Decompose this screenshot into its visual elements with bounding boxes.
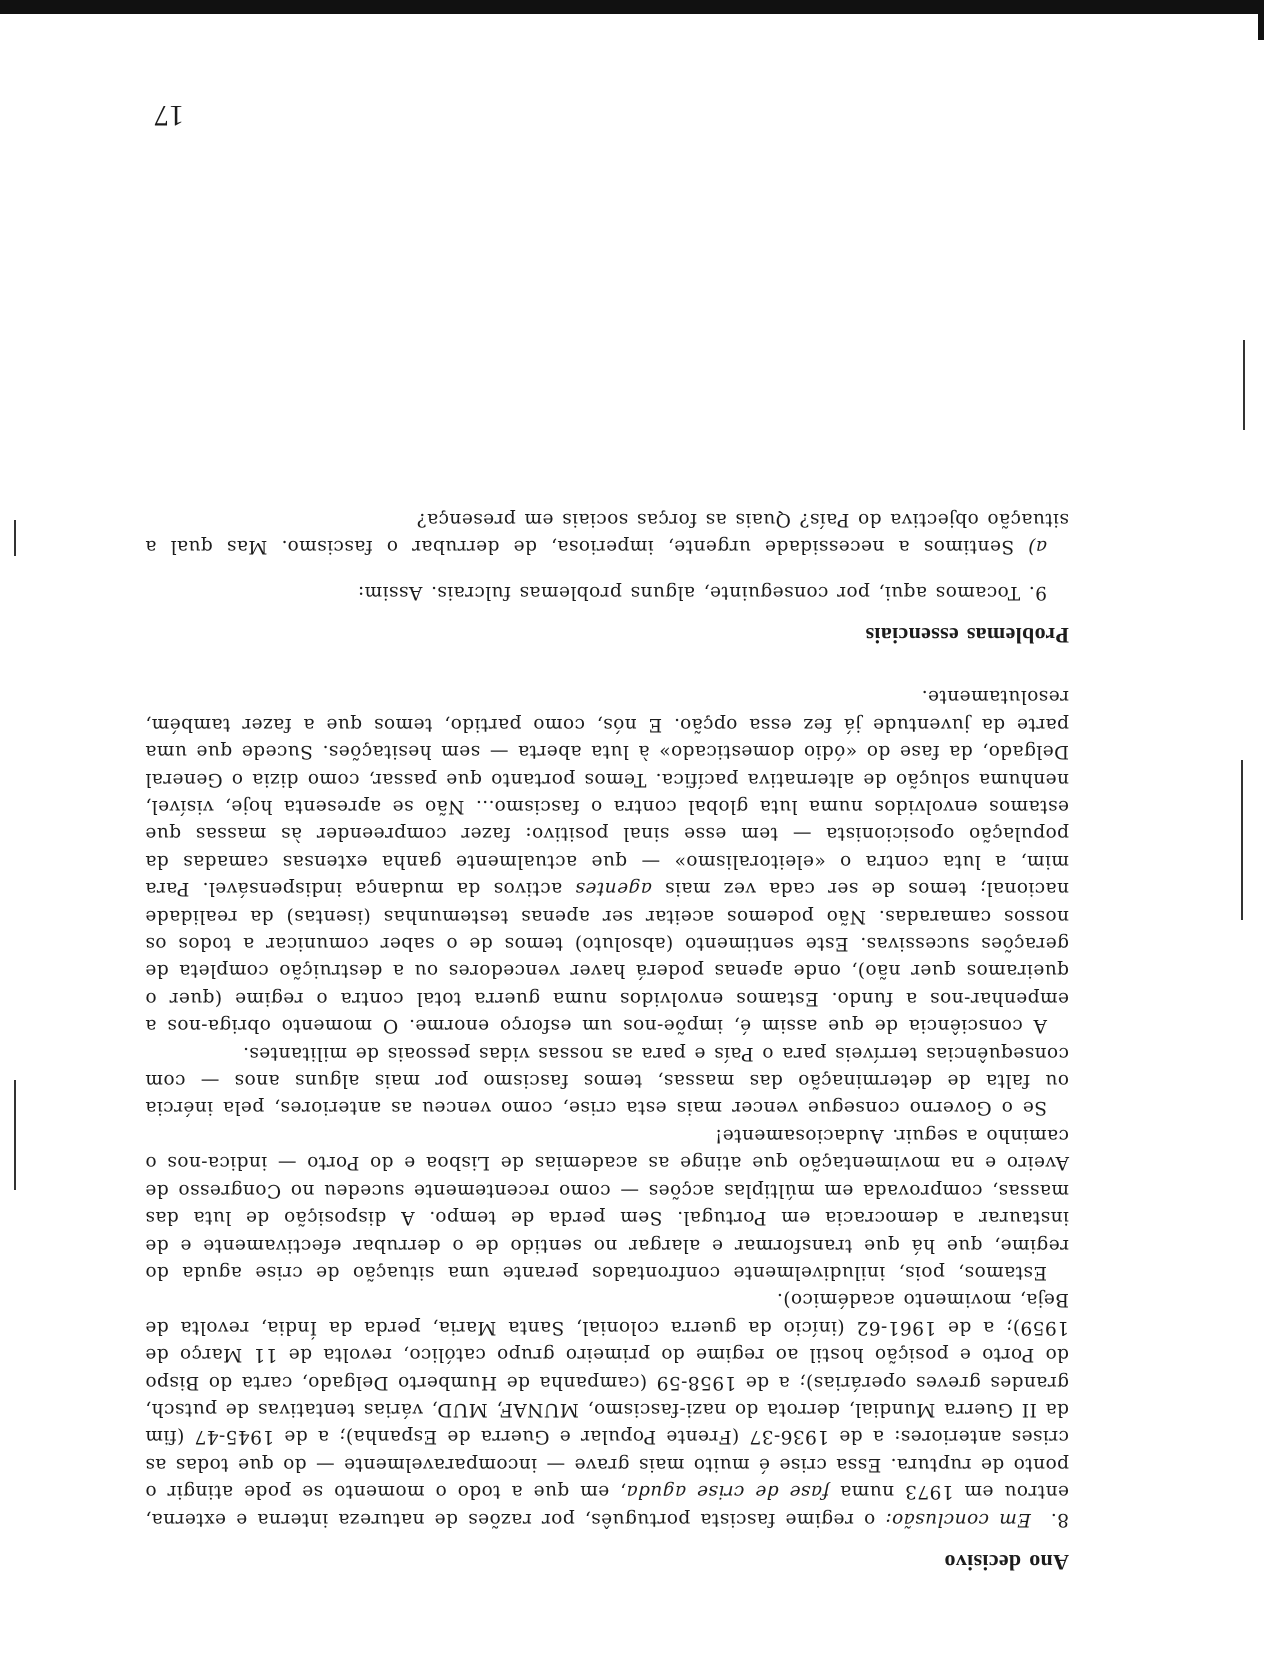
paragraph-9: 9. Tocamos aqui, por conseguinte, alguns problemas fulcrais. Assim: — [357, 581, 1047, 603]
margin-mark — [14, 520, 16, 556]
margin-mark — [1243, 340, 1245, 430]
margin-mark — [1241, 760, 1243, 920]
paragraph-governo: Se o Governo consegue vencer mais esta crise, como venceu as anteriores, pela inércia ou falta de determinação das massas, temos fascismo por mais alguns anos — com consequências terríveis para o País e para as nossas vidas pessoais de militantes. — [145, 1042, 1069, 1119]
section-gap — [145, 649, 1069, 683]
paragraph-8: 8. Em conclusão: o regime fascista português, por razões de natureza interna e externa, entrou em 1973 numa fase de crise aguda, em que a todo o momento se pode atingir o ponto de ruptura. Essa crise é muito mais grave — incomparavelmente — do que todas as crises anteriores: a de 1936-37 (Frente Popular e Guerra de Espanha); a de 1945-47 (fim da II Guerra Mundial, derrota do nazi-fascismo, MUNAF, MUD, várias tentativas de putsch, grandes greves operárias); a de 1958-59 (campanha de Humberto Delgado, carta do Bispo do Porto e posição hostil ao regime do primeiro grupo católico, revolta de 11 Março de 1959); a de 1961-62 (início da guerra colonial, Santa Maria, perda da Índia, revolta de Beja, movimento académico). — [145, 1289, 1069, 1530]
paragraph-estamos: Estamos, pois, iniludivelmente confrontados perante uma situação de crise aguda do regime, que há que transformar e alargar no sentido de o derrubar efectivamente e de instaurar a democracia em Portugal. Sem perda de tempo. A disposição de luta das massas, comprovada em múltiplas acções — como recentemente sucedeu no Congresso de Aveiro e na movimentação que atinge as academias de Lisboa e do Porto — indica-nos o caminho a seguir. Audaciosamente! — [145, 1124, 1069, 1283]
section-heading-problemas: Problemas essenciais — [865, 623, 1069, 648]
paragraph-gap — [145, 560, 1069, 578]
section-heading-ano-decisivo: Ano decisivo — [944, 1550, 1069, 1575]
text-column — [145, 505, 1069, 1576]
list-item-a: a) Sentimos a necessidade urgente, imperiosa, de derrubar o fascismo. Mas qual a situação objectiva do País? Quais as forças sociais em presença? — [145, 508, 1069, 558]
page-number: 17 — [154, 99, 184, 132]
margin-mark — [14, 1080, 16, 1190]
paragraph-consciencia: A consciência de que assim é, impõe-nos um esforço enorme. O momento obriga-nos a empenhar-nos a fundo. Estamos envolvidos numa guerra total contra o regime (quer o queiramos quer não), onde apenas poderá haver vencedores ou a destruição completa de gerações sucessivas. Este sentimento (absoluto) temos de o saber comunicar a todos os nossos camaradas. Não podemos aceitar ser apenas testemunhas (isentas) da realidade nacional; temos de ser cada vez mais agentes activos da mudança indispensável. Para mim, a luta contra o «eleitoralismo» — que actualmente ganha extensas camadas da população oposicionista — tem esse sinal positivo: fazer compreender às massas que estamos envolvidos numa luta global contra o fascismo... Não se apresenta hoje, visível, nenhuma solução de alternativa pacífica. Temos portanto que passar, como dizia o General Delgado, da fase do «ódio domesticado» à luta aberta — sem hesitações. Sucede que uma parte da juventude já fez essa opção. E nós, como partido, temos que a fazer também, resolutamente. — [145, 686, 1069, 1037]
